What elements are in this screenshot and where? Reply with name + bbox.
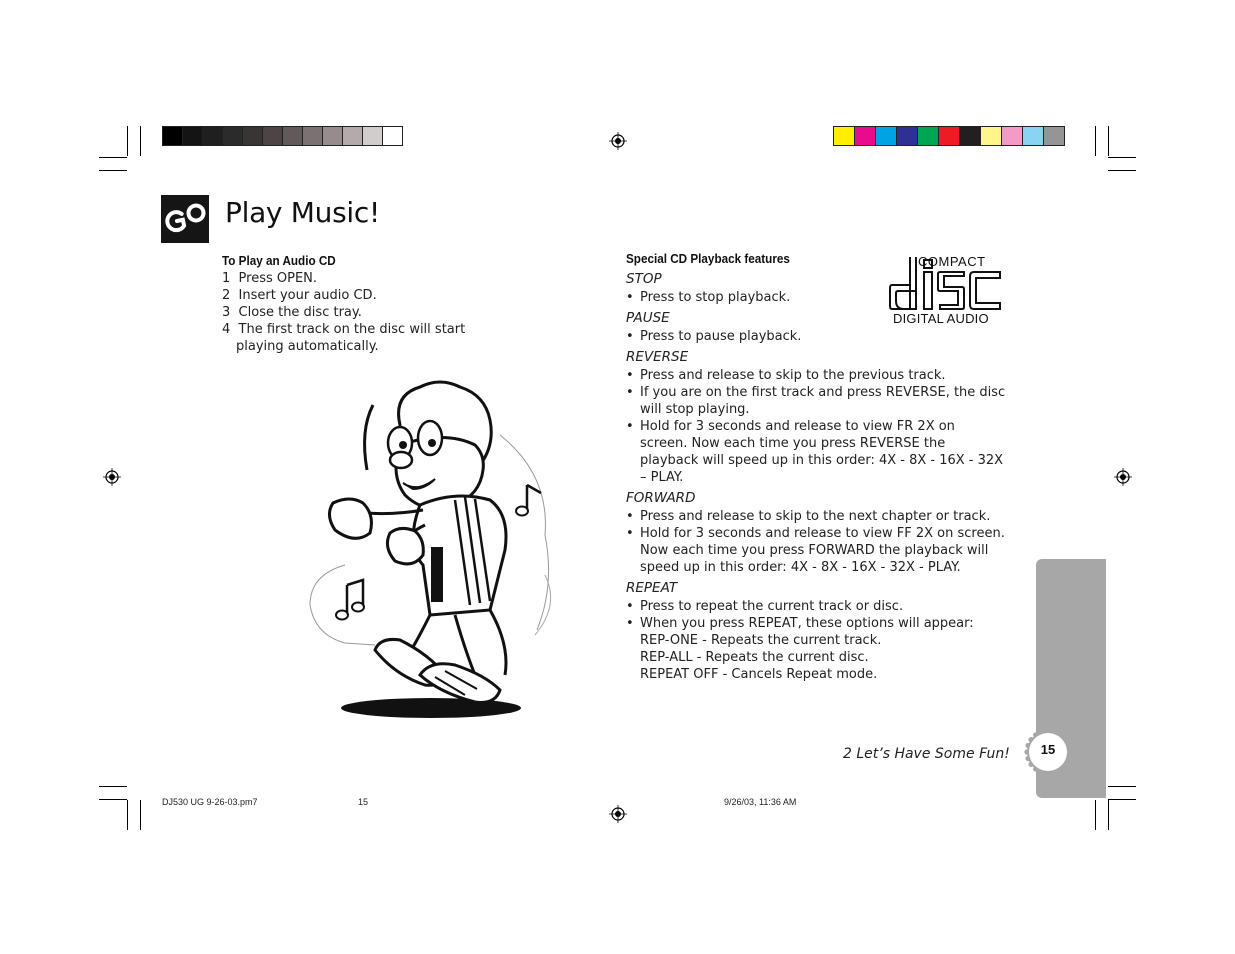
step-item: 4 The first track on the disc will start playing automatically. <box>222 322 466 354</box>
cd-logo-wordmark <box>888 256 1004 312</box>
compact-disc-logo <box>888 254 1004 328</box>
registration-mark-icon <box>609 132 627 150</box>
color-swatch <box>342 126 363 146</box>
crop-mark <box>99 157 127 158</box>
slug-date: 9/26/03, 11:36 AM <box>724 797 797 807</box>
crop-mark <box>1095 800 1096 830</box>
crop-mark <box>99 799 127 800</box>
page-number: 15 <box>1040 742 1056 757</box>
section-heading: Special CD Playback features <box>626 251 790 266</box>
crop-mark <box>99 170 127 171</box>
steps-list <box>222 270 472 355</box>
crop-mark <box>1108 799 1136 800</box>
crop-mark <box>99 786 127 787</box>
crop-mark <box>1095 126 1096 156</box>
crop-mark <box>140 126 141 156</box>
color-swatch <box>242 126 263 146</box>
feature-title-forward: FORWARD <box>626 490 696 506</box>
feature-title-reverse: REVERSE <box>626 349 689 365</box>
feature-bullet: • Press to stop playback. <box>626 290 791 305</box>
color-swatch <box>362 126 383 146</box>
feature-bullet: • When you press REPEAT, these options will appear: <box>626 616 974 631</box>
color-swatch <box>896 126 918 146</box>
crop-mark <box>1108 126 1109 156</box>
color-swatch <box>980 126 1002 146</box>
registration-mark-icon <box>103 468 121 486</box>
color-swatch <box>1022 126 1044 146</box>
color-swatch <box>917 126 939 146</box>
repeat-option: REP-ONE - Repeats the current track. <box>640 633 882 648</box>
crop-mark <box>127 126 128 156</box>
color-swatch <box>222 126 243 146</box>
feature-title-pause: PAUSE <box>626 310 670 326</box>
feature-title-repeat: REPEAT <box>626 580 678 596</box>
crop-mark <box>1108 170 1136 171</box>
step-item: 2 Insert your audio CD. <box>222 288 377 303</box>
color-swatch <box>162 126 183 146</box>
color-swatch <box>282 126 303 146</box>
feature-bullet: • Press and release to skip to the previous track. <box>626 368 946 383</box>
go-logo <box>161 195 209 243</box>
section-heading: To Play an Audio CD <box>222 253 336 268</box>
color-swatch <box>1043 126 1065 146</box>
color-swatch <box>833 126 855 146</box>
feature-bullet: • Press and release to skip to the next chapter or track. <box>626 509 991 524</box>
crop-mark <box>1108 157 1136 158</box>
color-swatch <box>302 126 323 146</box>
crop-mark <box>1108 786 1136 787</box>
crop-mark <box>140 800 141 830</box>
dancing-boy-illustration <box>305 375 565 720</box>
feature-bullet: • Press to pause playback. <box>626 329 802 344</box>
color-swatch <box>262 126 283 146</box>
page-number-badge <box>1024 728 1072 776</box>
registration-mark-icon <box>609 805 627 823</box>
go-logo-icon <box>161 195 209 243</box>
color-swatch <box>959 126 981 146</box>
page-title: Play Music! <box>225 196 380 229</box>
color-swatch <box>322 126 343 146</box>
step-item: 3 Close the disc tray. <box>222 305 362 320</box>
feature-bullet: • Hold for 3 seconds and release to view FR 2X on screen. Now each time you press REVERSE the playback will speed up in this order: 4X - 8X - 16X - 32X – PLAY. <box>626 419 1004 485</box>
repeat-option: REPEAT OFF - Cancels Repeat mode. <box>640 667 878 682</box>
color-swatch <box>382 126 403 146</box>
crop-mark <box>1108 800 1109 830</box>
color-swatch <box>1001 126 1023 146</box>
crop-mark <box>127 800 128 830</box>
color-swatch <box>854 126 876 146</box>
chapter-label: 2 Let’s Have Some Fun! <box>843 746 1010 762</box>
repeat-option: REP-ALL - Repeats the current disc. <box>640 650 869 665</box>
color-swatch <box>938 126 960 146</box>
slug-page: 15 <box>358 797 369 807</box>
feature-bullet: • Hold for 3 seconds and release to view FF 2X on screen. Now each time you press FORWARD the playback will speed up in this order: 4X - 8X - 16X - 32X - PLAY. <box>626 526 1005 575</box>
color-swatch <box>875 126 897 146</box>
step-item: 1 Press OPEN. <box>222 271 318 286</box>
color-swatch <box>182 126 203 146</box>
feature-bullet: • If you are on the first track and press REVERSE, the disc will stop playing. <box>626 385 1006 417</box>
cd-logo-top-text: COMPACT <box>918 254 986 269</box>
cd-logo-bottom-text: DIGITAL AUDIO <box>893 311 989 326</box>
feature-title-stop: STOP <box>626 271 662 287</box>
registration-mark-icon <box>1114 468 1132 486</box>
color-swatch <box>202 126 223 146</box>
feature-bullet: • Press to repeat the current track or disc. <box>626 599 904 614</box>
slug-filename: DJ530 UG 9-26-03.pm7 <box>162 797 258 807</box>
